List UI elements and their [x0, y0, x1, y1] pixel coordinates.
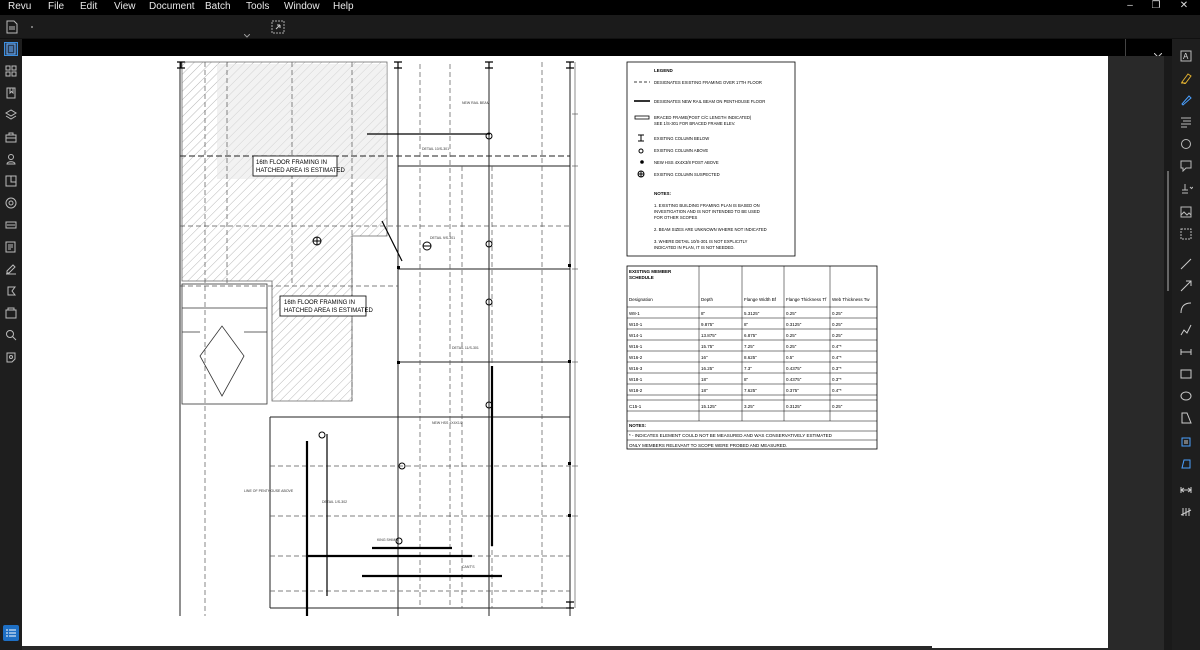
schedule-cell: 5.3125"	[744, 311, 760, 316]
tab-list-chevron-icon[interactable]	[1154, 45, 1162, 50]
scrollbar-thumb[interactable]	[1167, 171, 1169, 291]
perimeter-icon[interactable]	[1179, 457, 1193, 471]
svg-text:CANT'S: CANT'S	[462, 565, 475, 569]
svg-text:HATCHED AREA IS ESTIMATED: HATCHED AREA IS ESTIMATED	[284, 308, 373, 314]
markups-icon[interactable]	[4, 240, 18, 254]
menu-window[interactable]: Window	[284, 1, 320, 12]
member-schedule	[627, 266, 877, 449]
schedule-cell: 0.25"	[786, 344, 797, 349]
legend-box	[627, 62, 795, 256]
svg-text:BRACED FRAME(POST C/C LENGTH I: BRACED FRAME(POST C/C LENGTH INDICATED)	[654, 115, 752, 120]
schedule-cell: 0.4375"	[786, 377, 802, 382]
menu-edit[interactable]: Edit	[80, 1, 98, 12]
callout-icon[interactable]	[1179, 115, 1193, 129]
schedule-cell: W16-1	[629, 344, 643, 349]
schedule-cell: 0.5"	[786, 355, 794, 360]
svg-text:16th FLOOR FRAMING IN: 16th FLOOR FRAMING IN	[284, 300, 356, 306]
svg-text:HATCHED AREA IS ESTIMATED: HATCHED AREA IS ESTIMATED	[256, 168, 345, 174]
menu-help[interactable]: Help	[333, 1, 354, 12]
svg-text:* - INDICATES ELEMENT COULD NO: * - INDICATES ELEMENT COULD NOT BE MEASURED AND WAS CONSERVATIVELY ESTIMATED	[629, 433, 832, 438]
schedule-cell: C15-1	[629, 404, 642, 409]
schedule-cell: W16-3	[629, 366, 643, 371]
svg-text:LEGEND: LEGEND	[654, 68, 673, 73]
schedule-cell: W10-1	[629, 322, 643, 327]
menu-file[interactable]: File	[48, 1, 65, 12]
schedule-cell: 15.75"	[701, 344, 714, 349]
svg-text:NEW HSS 4X4X3/8 POST ABOVE: NEW HSS 4X4X3/8 POST ABOVE	[654, 160, 719, 165]
toolchest-icon[interactable]	[4, 130, 18, 144]
dimension-lines	[572, 62, 578, 608]
svg-text:DESIGNATES EXISTING FRAMING OV: DESIGNATES EXISTING FRAMING OVER 17TH FLOOR	[654, 80, 762, 85]
new-rail-beam	[307, 366, 502, 616]
arc-icon[interactable]	[1179, 301, 1193, 315]
svg-text:DETAIL 1/S-302: DETAIL 1/S-302	[322, 500, 348, 504]
svg-text:NEW HSS 4X4X1/2: NEW HSS 4X4X1/2	[432, 421, 463, 425]
svg-text:DETAIL 11/S-301: DETAIL 11/S-301	[452, 346, 479, 350]
schedule-cell: W16-2	[629, 355, 643, 360]
ellipse-icon[interactable]	[1179, 389, 1193, 403]
schedule-cell: 6.875"	[744, 333, 757, 338]
schedule-cell: W14-1	[629, 333, 643, 338]
schedule-cell: 0.3125"	[786, 404, 802, 409]
polyline-icon[interactable]	[1179, 323, 1193, 337]
schedule-cell: 0.3"*	[832, 366, 842, 371]
menu-bar	[0, 0, 1200, 15]
svg-text:EXISTING COLUMN SUSPECTED: EXISTING COLUMN SUSPECTED	[654, 172, 720, 177]
signature-stamp-icon[interactable]	[1179, 181, 1193, 195]
new-document-icon[interactable]	[4, 19, 20, 35]
tab-strip	[0, 39, 1200, 56]
spaces-icon[interactable]	[4, 174, 18, 188]
schedule-cell: 0.3125"	[786, 322, 802, 327]
search-icon[interactable]	[4, 328, 18, 342]
schedule-cell: 8"	[744, 322, 749, 327]
stair	[182, 284, 267, 404]
schedule-cell: 0.25"	[832, 404, 843, 409]
highlight-icon[interactable]	[1179, 71, 1193, 85]
schedule-cell: 0.25"	[832, 333, 843, 338]
schedule-cell: 0.3"*	[832, 377, 842, 382]
dropdown-chevron-icon[interactable]	[244, 25, 250, 29]
schedule-header-designation: Designation	[629, 297, 653, 302]
pen-icon[interactable]	[1179, 93, 1193, 107]
bookmarks-icon[interactable]	[4, 86, 18, 100]
rectangle-icon[interactable]	[1179, 367, 1193, 381]
svg-text:DETAIL 10/S-301: DETAIL 10/S-301	[422, 147, 450, 151]
svg-text:EXISTING MEMBER: EXISTING MEMBER	[629, 269, 672, 274]
toolbar	[0, 15, 1200, 39]
schedule-cell: W8-1	[629, 311, 640, 316]
area-icon[interactable]	[1179, 435, 1193, 449]
sets-icon[interactable]	[4, 306, 18, 320]
schedule-cell: 0.4"*	[832, 355, 842, 360]
schedule-cell: 15.125"	[701, 404, 717, 409]
svg-text:16th FLOOR FRAMING IN: 16th FLOOR FRAMING IN	[256, 160, 328, 166]
menu-batch[interactable]: Batch	[205, 1, 231, 12]
schedule-cell: 0.4375"	[786, 366, 802, 371]
svg-text:DESIGNATES NEW RAIL BEAM ON PE: DESIGNATES NEW RAIL BEAM ON PENTHOUSE FLOOR	[654, 99, 766, 104]
svg-text:EXISTING COLUMN ABOVE: EXISTING COLUMN ABOVE	[654, 148, 709, 153]
schedule-header-flange-width: Flange Width Bf	[744, 297, 777, 302]
tab-divider	[1125, 39, 1126, 56]
adjacent-page[interactable]	[932, 56, 1108, 648]
menu-revu[interactable]: Revu	[8, 1, 32, 12]
svg-text:FOR OTHER SCOPES: FOR OTHER SCOPES	[654, 215, 698, 220]
schedule-cell: 7.625"	[744, 388, 757, 393]
length-icon[interactable]	[1179, 483, 1193, 497]
line-icon[interactable]	[1179, 257, 1193, 271]
svg-text:LINE OF PENTHOUSE ABOVE: LINE OF PENTHOUSE ABOVE	[244, 489, 294, 493]
schedule-cell: 13.875"	[701, 333, 717, 338]
count-icon[interactable]	[1179, 505, 1193, 519]
schedule-cell: 0.25"	[832, 322, 843, 327]
svg-text:KING SHIMS: KING SHIMS	[377, 538, 398, 542]
arrow-icon[interactable]	[1179, 279, 1193, 293]
close-icon[interactable]: ✕	[1179, 0, 1189, 11]
framing-plan-drawing	[22, 56, 932, 646]
svg-text:DETAIL 9/S-301: DETAIL 9/S-301	[430, 236, 456, 240]
schedule-cell: 0.4"*	[832, 388, 842, 393]
signatures-icon[interactable]	[4, 262, 18, 276]
hatch-note-lower	[280, 296, 373, 316]
snapshot-tool-icon[interactable]	[270, 19, 286, 35]
svg-text:2. BEAM SIZES ARE UNKNOWN WHER: 2. BEAM SIZES ARE UNKNOWN WHERE NOT INDICATED	[654, 227, 767, 232]
stamp-icon[interactable]	[1179, 137, 1193, 151]
svg-text:A: A	[1183, 52, 1189, 61]
polygon-icon[interactable]	[1179, 411, 1193, 425]
svg-text:SCHEDULE: SCHEDULE	[629, 275, 654, 280]
links-icon[interactable]	[4, 284, 18, 298]
studio-icon[interactable]	[4, 218, 18, 232]
menu-tools[interactable]: Tools	[246, 1, 270, 12]
schedule-cell: 8"	[701, 311, 706, 316]
schedule-cell: 18"	[701, 388, 708, 393]
schedule-cell: 0.25"	[832, 311, 843, 316]
schedule-cell: 3.25"	[744, 404, 755, 409]
svg-text:SEE 1/S-301 FOR BRACED FRAME E: SEE 1/S-301 FOR BRACED FRAME ELEV.	[654, 121, 736, 126]
layers-icon[interactable]	[4, 108, 18, 122]
schedule-cell: 8"	[744, 377, 749, 382]
panel-list-icon[interactable]	[3, 625, 19, 641]
schedule-cell: 7.3"	[744, 366, 752, 371]
schedule-cell: 18"	[701, 377, 708, 382]
right-tool-bar	[1172, 39, 1200, 650]
schedule-cell: 0.25"	[786, 333, 797, 338]
hatch-note-upper	[253, 156, 345, 176]
svg-text:ONLY MEMBERS RELEVANT TO SCOPE: ONLY MEMBERS RELEVANT TO SCOPE WERE PROBED AND MEASURED.	[629, 443, 788, 448]
minimize-icon[interactable]: –	[1127, 0, 1133, 11]
schedule-cell: 0.25"	[786, 311, 797, 316]
vertical-scrollbar[interactable]	[1164, 56, 1172, 650]
svg-text:3. WHERE DETAIL 10/S-301 IS NO: 3. WHERE DETAIL 10/S-301 IS NOT EXPLICITLY	[654, 239, 748, 244]
schedule-cell: 0.4"*	[832, 344, 842, 349]
schedule-header-depth: Depth	[701, 297, 714, 302]
thumbnails-icon[interactable]	[4, 64, 18, 78]
note-icon[interactable]	[1179, 159, 1193, 173]
svg-text:EXISTING COLUMN BELOW: EXISTING COLUMN BELOW	[654, 136, 710, 141]
left-panel-bar	[0, 39, 22, 650]
svg-text:1. EXISTING BUILDING FRAMING P: 1. EXISTING BUILDING FRAMING PLAN IS BASED ON	[654, 203, 760, 208]
svg-text:INVESTIGATION AND IS NOT INTEN: INVESTIGATION AND IS NOT INTENDED TO BE USED	[654, 209, 760, 214]
image-icon[interactable]	[1179, 205, 1193, 219]
schedule-cell: 7.25"	[744, 344, 755, 349]
restore-icon[interactable]: ❐	[1151, 0, 1161, 11]
svg-text:NEW RAIL BEAM: NEW RAIL BEAM	[462, 101, 490, 105]
dimension-icon[interactable]	[1179, 345, 1193, 359]
toolbar-separator	[31, 26, 33, 28]
drawing-page[interactable]	[22, 56, 932, 646]
schedule-cell: 16.25"	[701, 366, 714, 371]
schedule-cell: 9.875"	[701, 322, 714, 327]
svg-text:INDICATED IN PLAN, IT IS NOT N: INDICATED IN PLAN, IT IS NOT NEEDED.	[654, 245, 735, 250]
properties-icon[interactable]	[4, 152, 18, 166]
schedule-cell: 16"	[701, 355, 708, 360]
schedule-cell: 8.625"	[744, 355, 757, 360]
svg-text:NOTES:: NOTES:	[629, 423, 647, 428]
svg-text:NOTES:: NOTES:	[654, 191, 672, 196]
schedule-cell: W18-1	[629, 377, 643, 382]
snapshot-icon[interactable]	[1179, 227, 1193, 241]
pages-icon[interactable]	[4, 42, 18, 56]
menu-document[interactable]: Document	[149, 1, 195, 12]
schedule-cell: 0.375"	[786, 388, 799, 393]
measurements-icon[interactable]	[4, 196, 18, 210]
settings-icon[interactable]	[4, 350, 18, 364]
schedule-header-flange-thickness: Flange Thickness Tf	[786, 297, 827, 302]
document-canvas[interactable]	[22, 56, 1164, 650]
schedule-header-web-thickness: Web Thickness Tw	[832, 297, 870, 302]
menu-view[interactable]: View	[114, 1, 136, 12]
text-icon[interactable]	[1179, 49, 1193, 63]
schedule-cell: W18-2	[629, 388, 643, 393]
